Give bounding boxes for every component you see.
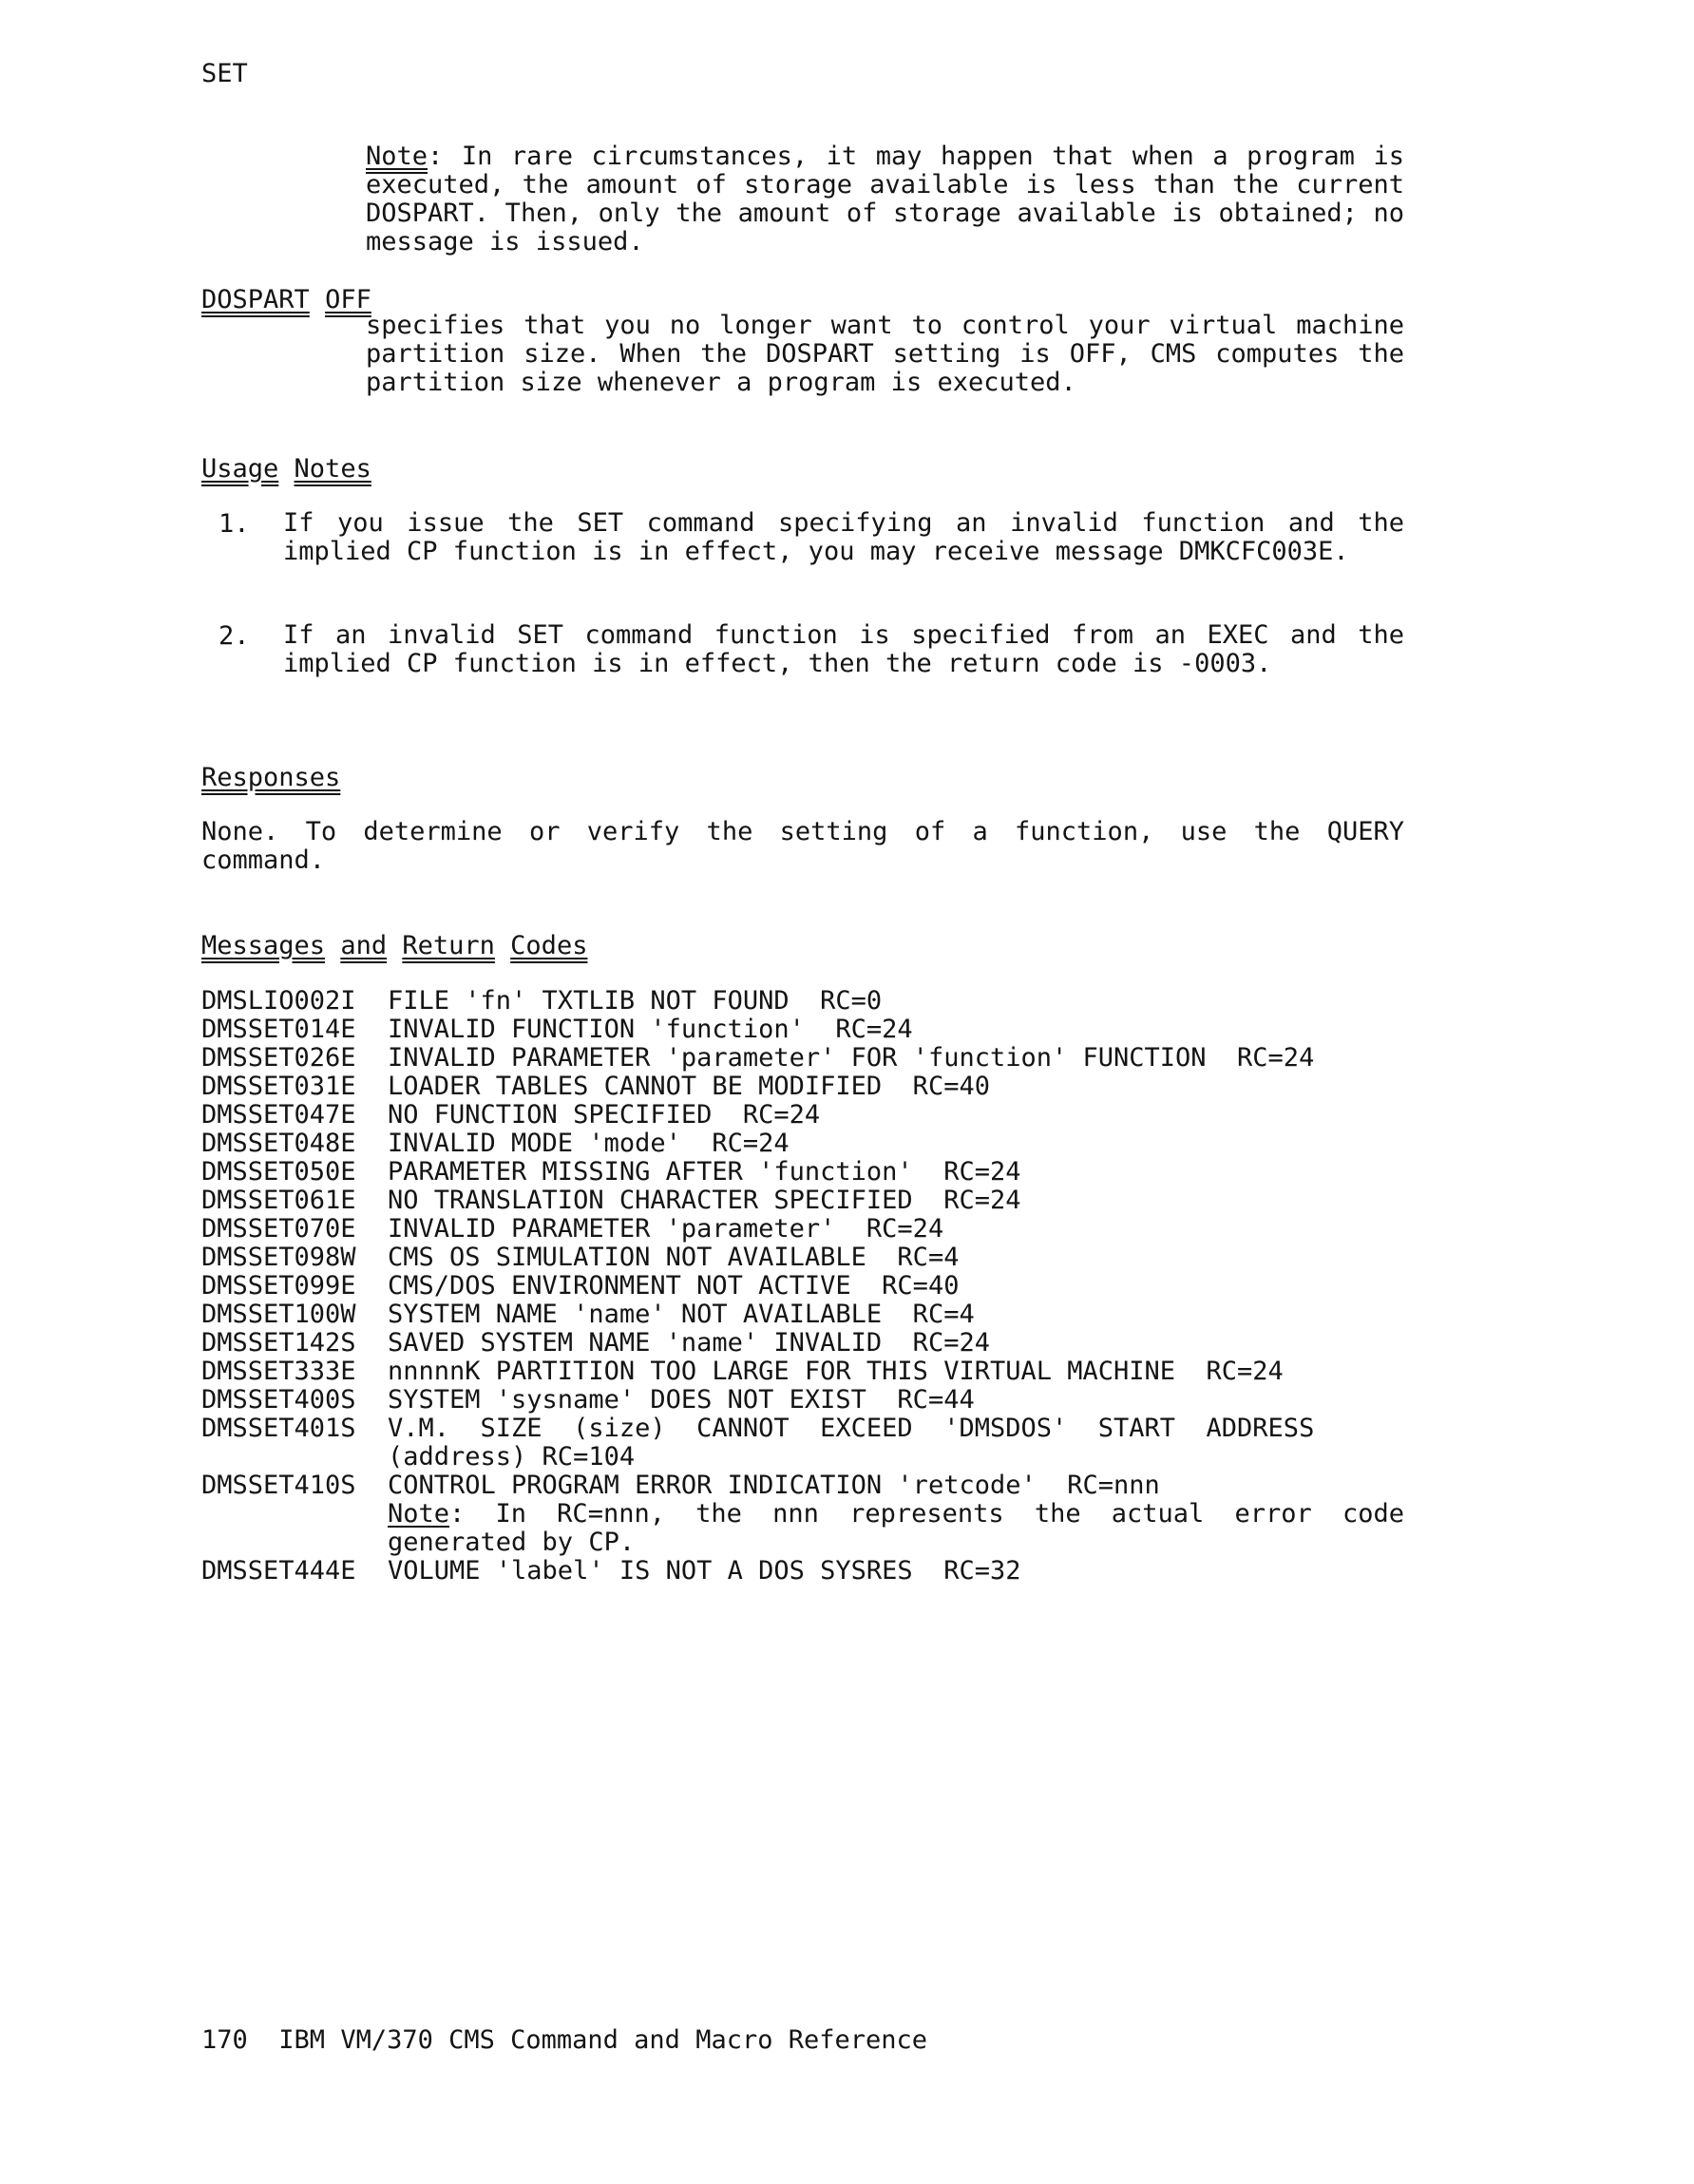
- message-note-label: Note: [388, 1499, 450, 1529]
- message-text: SYSTEM 'sysname' DOES NOT EXIST RC=44: [388, 1385, 975, 1415]
- usage-word: Usage: [201, 454, 279, 484]
- message-id: DMSSET047E: [201, 1100, 356, 1130]
- message-row: [201, 1215, 943, 1244]
- messages-heading: [201, 931, 587, 960]
- note-label: Note: [366, 142, 428, 171]
- message-text: PARAMETER MISSING AFTER 'function' RC=24: [388, 1157, 1021, 1187]
- message-id: DMSSET070E: [201, 1214, 356, 1244]
- message-text: V.M. SIZE (size) CANNOT EXCEED 'DMSDOS' START ADDRESS: [388, 1414, 1315, 1443]
- usage-note-2-text: If an invalid SET command function is specified from an EXEC and the implied CP function is in effect, then the return code is -0003.: [283, 620, 1404, 678]
- message-id: DMSSET333E: [201, 1357, 356, 1386]
- message-note-text: : In RC=nnn, the nnn represents the actual error code generated by CP.: [388, 1499, 1404, 1557]
- message-id: DMSSET099E: [201, 1271, 356, 1301]
- message-id: DMSSET100W: [201, 1300, 356, 1329]
- off-term: OFF: [325, 285, 371, 314]
- responses-text: None. To determine or verify the setting of a function, use the QUERY command.: [201, 817, 1404, 875]
- message-row: [201, 1272, 959, 1301]
- message-row: [201, 1187, 1020, 1215]
- message-row: [201, 1329, 990, 1358]
- message-id: DMSSET410S: [201, 1471, 356, 1500]
- usage-note-2-number: 2.: [219, 621, 250, 651]
- message-text: INVALID PARAMETER 'parameter' FOR 'function' FUNCTION RC=24: [388, 1043, 1315, 1073]
- message-id: DMSSET098W: [201, 1243, 356, 1272]
- message-text: INVALID PARAMETER 'parameter' RC=24: [388, 1214, 944, 1244]
- responses-heading: [201, 763, 340, 792]
- dospart-off-term: [201, 285, 371, 314]
- message-row: [201, 1301, 975, 1329]
- message-text: SAVED SYSTEM NAME 'name' INVALID RC=24: [388, 1328, 990, 1358]
- messages-word: Messages: [201, 931, 326, 960]
- message-id: DMSLIO002I: [201, 986, 356, 1016]
- message-text: CONTROL PROGRAM ERROR INDICATION 'retcode' RC=nnn: [388, 1471, 1160, 1500]
- message-id: DMSSET061E: [201, 1186, 356, 1215]
- message-text: NO FUNCTION SPECIFIED RC=24: [388, 1100, 821, 1130]
- responses-word: Responses: [201, 763, 341, 792]
- message-id: DMSSET050E: [201, 1157, 356, 1187]
- note-paragraph: [366, 142, 1404, 256]
- return-word: Return: [402, 931, 495, 960]
- message-row: [201, 1386, 975, 1415]
- message-id: DMSSET031E: [201, 1072, 356, 1101]
- message-id: DMSSET014E: [201, 1015, 356, 1044]
- message-id: DMSSET400S: [201, 1385, 356, 1415]
- message-text: LOADER TABLES CANNOT BE MODIFIED RC=40: [388, 1072, 990, 1101]
- message-text: CMS OS SIMULATION NOT AVAILABLE RC=4: [388, 1243, 960, 1272]
- notes-word: Notes: [294, 454, 371, 484]
- message-row: [201, 1158, 1020, 1187]
- dospart-term: DOSPART: [201, 285, 310, 314]
- message-row: [201, 1415, 1314, 1443]
- message-row: [201, 1044, 1314, 1073]
- note-text: : In rare circumstances, it may happen that when a program is executed, the amount of storage available is less than the current DOSPART. Then, only the amount of storage available is obtained; no message is issued.: [366, 142, 1404, 256]
- codes-word: Codes: [510, 931, 588, 960]
- message-text: NO TRANSLATION CHARACTER SPECIFIED RC=24: [388, 1186, 1021, 1215]
- message-text: SYSTEM NAME 'name' NOT AVAILABLE RC=4: [388, 1300, 975, 1329]
- message-id: DMSSET401S: [201, 1414, 356, 1443]
- message-row: [201, 1244, 959, 1272]
- message-id: DMSSET026E: [201, 1043, 356, 1073]
- message-id: DMSSET444E: [201, 1556, 356, 1586]
- usage-note-1-number: 1.: [219, 509, 250, 539]
- page-footer: [201, 2025, 927, 2055]
- usage-notes-heading: [201, 454, 371, 484]
- message-row: [201, 1358, 1284, 1386]
- message-row: [201, 1016, 913, 1044]
- dospart-off-description: specifies that you no longer want to control your virtual machine partition size. When the DOSPART setting is OFF, CMS computes the partition size whenever a program is executed.: [366, 311, 1404, 397]
- message-note: [388, 1500, 1404, 1557]
- message-text: INVALID MODE 'mode' RC=24: [388, 1129, 790, 1158]
- message-row: [201, 1130, 790, 1158]
- message-text: VOLUME 'label' IS NOT A DOS SYSRES RC=32: [388, 1556, 1021, 1586]
- message-row: [201, 1073, 990, 1101]
- message-row: [201, 1557, 1020, 1586]
- message-row: [201, 987, 882, 1016]
- message-row: [201, 1472, 1160, 1500]
- footer-title: IBM VM/370 CMS Command and Macro Reference: [278, 2025, 928, 2055]
- message-id: DMSSET048E: [201, 1129, 356, 1158]
- page-header-title: SET: [201, 59, 248, 88]
- and-word: and: [340, 931, 388, 960]
- message-text: INVALID FUNCTION 'function' RC=24: [388, 1015, 913, 1044]
- message-id: DMSSET142S: [201, 1328, 356, 1358]
- message-continuation: (address) RC=104: [388, 1442, 636, 1472]
- message-text: CMS/DOS ENVIRONMENT NOT ACTIVE RC=40: [388, 1271, 960, 1301]
- page-number: 170: [201, 2025, 248, 2055]
- usage-note-1-text: If you issue the SET command specifying an invalid function and the implied CP function is in effect, you may receive message DMKCFC003E.: [283, 508, 1404, 566]
- message-row: [201, 1101, 820, 1130]
- message-text: nnnnnK PARTITION TOO LARGE FOR THIS VIRTUAL MACHINE RC=24: [388, 1357, 1284, 1386]
- message-text: FILE 'fn' TXTLIB NOT FOUND RC=0: [388, 986, 883, 1016]
